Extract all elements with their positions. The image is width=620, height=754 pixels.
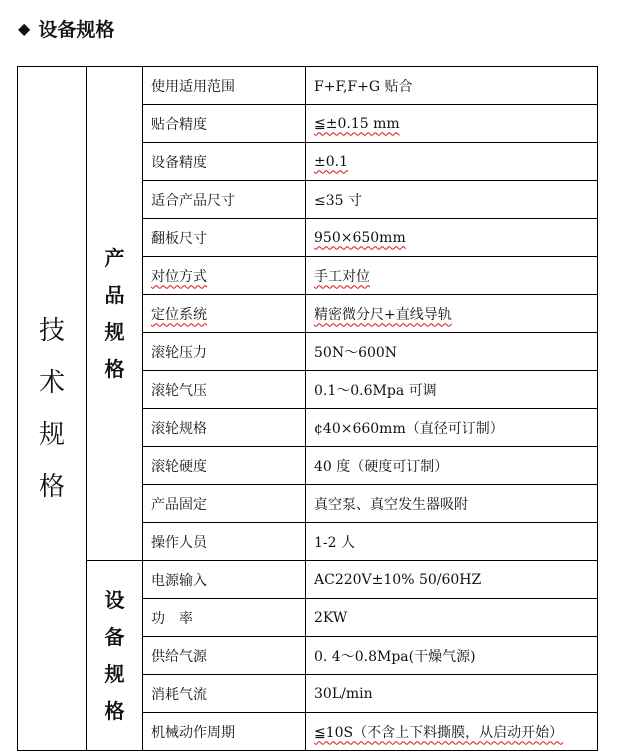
spec-name: 滚轮压力 [143, 333, 306, 371]
spec-name: 操作人员 [143, 523, 306, 561]
diamond-bullet-icon: ◆ [18, 18, 31, 38]
group-label-equipment: 设备规格 [104, 587, 125, 723]
spec-value [306, 143, 598, 181]
spec-value: 真空泵、真空发生器吸附 [306, 485, 598, 523]
spec-value: 0. 4～0.8Mpa(干燥气源) [306, 637, 598, 675]
group-label-product: 产品规格 [104, 245, 125, 381]
spec-value: AC220V±10% 50/60HZ [306, 561, 598, 599]
spec-name: 滚轮气压 [143, 371, 306, 409]
spec-value [306, 713, 598, 751]
table-row [18, 67, 598, 105]
spec-name: 供给气源 [143, 637, 306, 675]
group-cell-equipment [87, 561, 143, 751]
spec-value [306, 219, 598, 257]
spec-value: 2KW [306, 599, 598, 637]
spec-name: 滚轮规格 [143, 409, 306, 447]
main-category-cell [18, 67, 87, 751]
spec-name-text: 定位系统 [151, 306, 207, 323]
spec-name: 适合产品尺寸 [143, 181, 306, 219]
spec-name: 使用适用范围 [143, 67, 306, 105]
spec-value [306, 105, 598, 143]
section-title: 设备规格 [38, 18, 115, 41]
spec-name-text: 对位方式 [151, 268, 207, 285]
spec-value: 0.1～0.6Mpa 可调 [306, 371, 598, 409]
spec-name [143, 295, 306, 333]
spec-table [17, 66, 598, 751]
spec-value: ≤35 寸 [306, 181, 598, 219]
spec-name: 电源输入 [143, 561, 306, 599]
table-row [18, 561, 598, 599]
spec-name: 翻板尺寸 [143, 219, 306, 257]
section-heading [18, 14, 114, 42]
spec-value: ¢40×660mm（直径可订制） [306, 409, 598, 447]
spec-value [306, 257, 598, 295]
spec-value-text: ≦10S（不含上下料撕膜，从启动开始） [314, 724, 564, 741]
spec-value-text: 950×650mm [314, 229, 406, 246]
spec-value-text: ±0.1 [314, 153, 348, 170]
spec-value [306, 295, 598, 333]
spec-value: 30L/min [306, 675, 598, 713]
group-cell-product [87, 67, 143, 561]
spec-name: 机械动作周期 [143, 713, 306, 751]
spec-value: 1-2 人 [306, 523, 598, 561]
spec-name: 贴合精度 [143, 105, 306, 143]
spec-value: 40 度（硬度可订制） [306, 447, 598, 485]
spec-name [143, 257, 306, 295]
spec-name: 消耗气流 [143, 675, 306, 713]
spec-value: F+F,F+G 贴合 [306, 67, 598, 105]
spec-name: 产品固定 [143, 485, 306, 523]
spec-name: 滚轮硬度 [143, 447, 306, 485]
spec-value-text: 精密微分尺+直线导轨 [314, 306, 452, 323]
spec-value-text: ≦±0.15 mm [314, 115, 400, 132]
spec-value-text: 手工对位 [314, 268, 370, 285]
spec-name: 设备精度 [143, 143, 306, 181]
main-category-label: 技术规格 [38, 315, 65, 502]
spec-name: 功 率 [143, 599, 306, 637]
spec-value: 50N～600N [306, 333, 598, 371]
